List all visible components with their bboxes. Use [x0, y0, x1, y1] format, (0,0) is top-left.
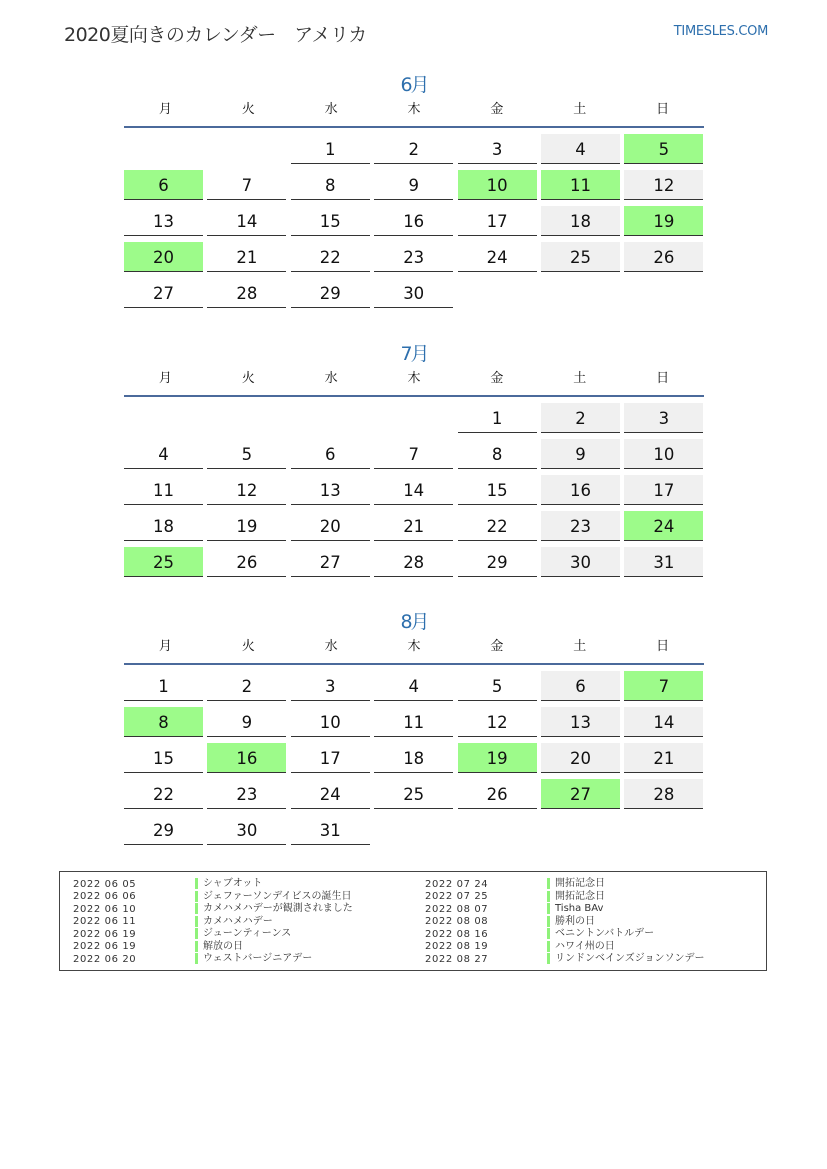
holiday-day-cell[interactable]: 11 — [541, 170, 620, 200]
day-cell[interactable]: 2 — [374, 134, 453, 164]
holiday-day-cell[interactable]: 7 — [624, 671, 703, 701]
day-cell[interactable]: 23 — [541, 511, 620, 541]
day-cell[interactable]: 16 — [541, 475, 620, 505]
legend-holiday-name: 開拓記念日 — [547, 891, 605, 902]
month-title: 7月 — [400, 343, 428, 365]
legend-date: 2022 08 07 — [425, 903, 489, 915]
weekday-label: 木 — [407, 639, 421, 654]
weekday-label: 火 — [241, 102, 255, 117]
day-cell[interactable]: 1 — [291, 134, 370, 164]
holiday-day-cell[interactable]: 6 — [124, 170, 203, 200]
holiday-day-cell[interactable]: 19 — [458, 743, 537, 773]
legend-row — [73, 916, 353, 929]
holiday-day-cell[interactable]: 19 — [624, 206, 703, 236]
holiday-day-cell[interactable]: 24 — [624, 511, 703, 541]
legend-holiday-name: Tisha BAv — [547, 903, 603, 914]
legend-row — [73, 941, 353, 954]
weekday-label: 木 — [407, 371, 421, 386]
day-cell[interactable]: 27 — [291, 547, 370, 577]
legend-row — [73, 891, 353, 904]
header-rule — [124, 395, 704, 397]
day-cell[interactable]: 25 — [374, 779, 453, 809]
weekday-label: 日 — [656, 371, 670, 386]
legend-row — [73, 953, 353, 966]
day-cell[interactable]: 18 — [374, 743, 453, 773]
legend-date: 2022 06 19 — [73, 941, 137, 952]
brand-logo[interactable]: TIMESLES.COM — [673, 24, 768, 39]
day-cell[interactable]: 24 — [458, 242, 537, 272]
legend-date: 2022 08 19 — [425, 941, 489, 952]
day-cell[interactable]: 13 — [541, 707, 620, 737]
day-cell[interactable]: 22 — [291, 242, 370, 272]
day-cell[interactable]: 5 — [207, 439, 286, 469]
day-cell[interactable]: 10 — [624, 439, 703, 469]
page-title: 2020夏向きのカレンダー アメリカ — [64, 24, 367, 46]
legend-holiday-name: 勝利の日 — [547, 916, 595, 927]
weekday-label: 月 — [158, 102, 172, 117]
day-cell[interactable]: 21 — [374, 511, 453, 541]
legend-holiday-name: リンドンベインズジョンソンデー — [547, 953, 705, 964]
holiday-day-cell[interactable]: 27 — [541, 779, 620, 809]
weekday-label: 水 — [324, 371, 338, 386]
day-cell[interactable]: 8 — [291, 170, 370, 200]
day-cell[interactable]: 28 — [207, 278, 286, 308]
legend-date: 2022 08 27 — [425, 953, 489, 965]
day-cell[interactable]: 11 — [124, 475, 203, 505]
day-cell[interactable]: 28 — [624, 779, 703, 809]
day-cell[interactable]: 7 — [207, 170, 286, 200]
holiday-day-cell[interactable]: 25 — [124, 547, 203, 577]
month-august — [124, 607, 704, 851]
day-cell[interactable]: 12 — [458, 707, 537, 737]
day-cell[interactable]: 15 — [291, 206, 370, 236]
header-rule — [124, 126, 704, 128]
legend-date: 2022 07 24 — [425, 878, 489, 890]
legend-holiday-name: ジューンティーンス — [195, 928, 291, 939]
day-cell[interactable]: 29 — [124, 815, 203, 845]
legend-holiday-name: シャブオット — [195, 878, 262, 889]
legend-holiday-name: ジェファーソンデイビスの誕生日 — [195, 891, 352, 902]
month-title: 8月 — [400, 611, 428, 633]
legend-row — [425, 878, 705, 891]
day-cell[interactable]: 23 — [207, 779, 286, 809]
legend-date: 2022 08 08 — [425, 916, 489, 927]
day-cell[interactable]: 26 — [624, 242, 703, 272]
day-cell[interactable]: 10 — [291, 707, 370, 737]
day-cell[interactable]: 28 — [374, 547, 453, 577]
day-cell[interactable]: 17 — [291, 743, 370, 773]
weekday-label: 月 — [158, 371, 172, 386]
legend-row — [425, 928, 705, 941]
day-cell[interactable]: 17 — [458, 206, 537, 236]
day-cell[interactable]: 7 — [374, 439, 453, 469]
day-cell[interactable]: 18 — [541, 206, 620, 236]
day-cell[interactable]: 21 — [207, 242, 286, 272]
legend-date: 2022 06 06 — [73, 891, 137, 902]
weekday-label: 土 — [573, 371, 587, 386]
day-grid — [124, 134, 704, 314]
legend-row — [425, 903, 705, 916]
day-cell[interactable]: 8 — [458, 439, 537, 469]
holiday-day-cell[interactable]: 16 — [207, 743, 286, 773]
legend-holiday-name: ハワイ州の日 — [547, 941, 615, 952]
day-cell[interactable]: 30 — [207, 815, 286, 845]
day-cell[interactable]: 31 — [624, 547, 703, 577]
legend-holiday-name: カメハメハデーが観測されました — [195, 903, 353, 914]
legend-date: 2022 06 05 — [73, 878, 137, 890]
day-cell[interactable]: 9 — [541, 439, 620, 469]
day-cell[interactable]: 27 — [124, 278, 203, 308]
day-cell[interactable]: 23 — [374, 242, 453, 272]
legend-date: 2022 06 10 — [73, 903, 137, 915]
holiday-legend — [59, 871, 767, 971]
day-cell[interactable]: 13 — [124, 206, 203, 236]
day-cell[interactable]: 30 — [374, 278, 453, 308]
legend-row — [425, 891, 705, 904]
month-title: 6月 — [400, 74, 428, 96]
day-cell[interactable]: 21 — [624, 743, 703, 773]
day-cell[interactable]: 17 — [624, 475, 703, 505]
day-cell[interactable]: 22 — [124, 779, 203, 809]
legend-row — [73, 878, 353, 891]
day-cell[interactable]: 16 — [374, 206, 453, 236]
holiday-day-cell[interactable]: 5 — [624, 134, 703, 164]
day-cell[interactable]: 4 — [541, 134, 620, 164]
weekday-label: 日 — [656, 102, 670, 117]
legend-column-left — [73, 878, 353, 966]
legend-holiday-name: ベニントンバトルデー — [547, 928, 654, 939]
legend-holiday-name: 開拓記念日 — [547, 878, 605, 889]
legend-row — [73, 928, 353, 941]
header-rule — [124, 663, 704, 665]
legend-column-right — [425, 878, 705, 966]
day-cell[interactable]: 25 — [541, 242, 620, 272]
weekday-label: 土 — [573, 639, 587, 654]
holiday-day-cell[interactable]: 20 — [124, 242, 203, 272]
legend-date: 2022 06 19 — [73, 928, 137, 940]
legend-row — [425, 916, 705, 929]
day-cell[interactable]: 2 — [541, 403, 620, 433]
day-cell[interactable]: 29 — [458, 547, 537, 577]
day-cell[interactable]: 31 — [291, 815, 370, 845]
weekday-header — [124, 100, 704, 126]
legend-holiday-name: 解放の日 — [195, 941, 243, 952]
legend-date: 2022 07 25 — [425, 891, 489, 902]
day-cell[interactable]: 9 — [374, 170, 453, 200]
holiday-day-cell[interactable]: 10 — [458, 170, 537, 200]
day-cell[interactable]: 6 — [541, 671, 620, 701]
day-cell[interactable]: 14 — [374, 475, 453, 505]
day-cell[interactable]: 24 — [291, 779, 370, 809]
weekday-label: 木 — [407, 102, 421, 117]
day-cell[interactable]: 3 — [458, 134, 537, 164]
day-grid — [124, 403, 704, 583]
day-cell[interactable]: 5 — [458, 671, 537, 701]
legend-date: 2022 08 16 — [425, 928, 489, 940]
month-june — [124, 70, 704, 314]
day-cell[interactable]: 18 — [124, 511, 203, 541]
day-cell[interactable]: 1 — [458, 403, 537, 433]
legend-row — [425, 953, 705, 966]
day-cell[interactable]: 30 — [541, 547, 620, 577]
holiday-day-cell[interactable]: 8 — [124, 707, 203, 737]
day-cell[interactable]: 12 — [624, 170, 703, 200]
day-cell[interactable]: 26 — [458, 779, 537, 809]
legend-row — [425, 941, 705, 954]
day-cell[interactable]: 22 — [458, 511, 537, 541]
day-cell[interactable]: 3 — [291, 671, 370, 701]
day-cell[interactable]: 20 — [291, 511, 370, 541]
weekday-label: 火 — [241, 639, 255, 654]
legend-holiday-name: ウェストバージニアデー — [195, 953, 312, 964]
weekday-label: 土 — [573, 102, 587, 117]
day-cell[interactable]: 13 — [291, 475, 370, 505]
legend-holiday-name: カメハメハデー — [195, 916, 273, 927]
day-cell[interactable]: 14 — [207, 206, 286, 236]
day-cell[interactable]: 12 — [207, 475, 286, 505]
day-cell[interactable]: 26 — [207, 547, 286, 577]
day-cell[interactable]: 19 — [207, 511, 286, 541]
weekday-label: 日 — [656, 639, 670, 654]
legend-date: 2022 06 11 — [73, 916, 137, 927]
weekday-header — [124, 369, 704, 395]
day-cell[interactable]: 29 — [291, 278, 370, 308]
month-july — [124, 339, 704, 583]
day-cell[interactable]: 6 — [291, 439, 370, 469]
weekday-label: 金 — [490, 371, 504, 386]
day-cell[interactable]: 2 — [207, 671, 286, 701]
day-cell[interactable]: 15 — [124, 743, 203, 773]
weekday-label: 金 — [490, 639, 504, 654]
day-cell[interactable]: 20 — [541, 743, 620, 773]
weekday-label: 水 — [324, 639, 338, 654]
day-grid — [124, 671, 704, 851]
day-cell[interactable]: 15 — [458, 475, 537, 505]
weekday-header — [124, 637, 704, 663]
day-cell[interactable]: 3 — [624, 403, 703, 433]
weekday-label: 火 — [241, 371, 255, 386]
weekday-label: 月 — [158, 639, 172, 654]
weekday-label: 金 — [490, 102, 504, 117]
legend-row — [73, 903, 353, 916]
day-cell[interactable]: 1 — [124, 671, 203, 701]
day-cell[interactable]: 11 — [374, 707, 453, 737]
day-cell[interactable]: 4 — [124, 439, 203, 469]
day-cell[interactable]: 9 — [207, 707, 286, 737]
weekday-label: 水 — [324, 102, 338, 117]
day-cell[interactable]: 4 — [374, 671, 453, 701]
legend-date: 2022 06 20 — [73, 953, 137, 965]
day-cell[interactable]: 14 — [624, 707, 703, 737]
